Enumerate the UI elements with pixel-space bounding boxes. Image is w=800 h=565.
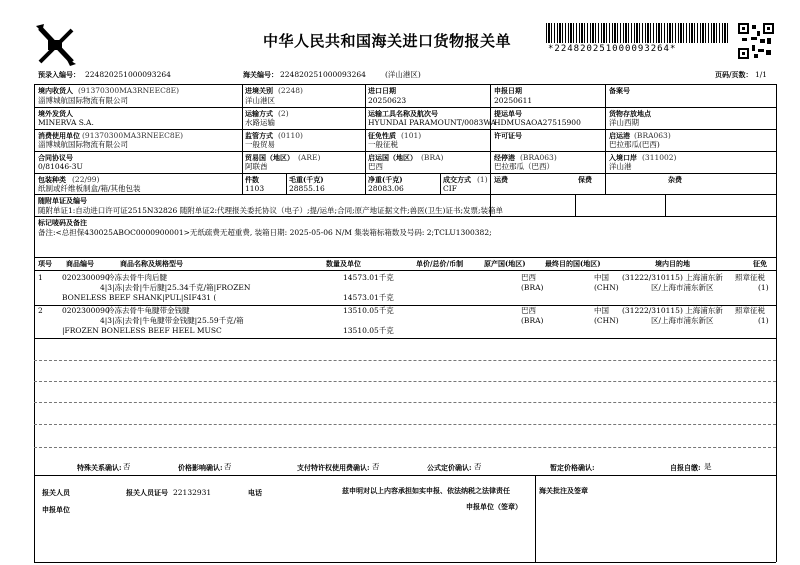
docs-text: 随附单证1:自动进口许可证2515N32826 随附单证2:代理报关委托协议（电子）;提/运单;合同;原产地证据文件;兽医(卫生)证书;发票;装箱单 bbox=[38, 206, 504, 215]
legal-statement: 兹申明对以上内容承担如实申报、依法纳税之法律责任 bbox=[342, 486, 510, 495]
package-code: (22/99) bbox=[72, 175, 100, 184]
item-origin-code: (BRA) bbox=[521, 283, 544, 292]
transport-mode-code: (2) bbox=[278, 109, 289, 118]
transport-mode-name: 水路运输 bbox=[245, 118, 275, 127]
preentry-number: 224820251000093264 bbox=[85, 70, 171, 79]
storage-label: 货物存放地点 bbox=[609, 109, 651, 118]
item-qty-1: 14573.01千克 bbox=[343, 273, 394, 282]
price-impact-value: 否 bbox=[224, 462, 232, 471]
item-no: 2 bbox=[38, 306, 43, 315]
net-weight: 28083.06 bbox=[368, 184, 404, 193]
provisional-price-label: 暂定价格确认: bbox=[550, 463, 595, 472]
supervision-code: (0110) bbox=[278, 131, 303, 140]
contract-number: 0/81046-3U bbox=[38, 162, 83, 171]
declare-date-label: 申报日期 bbox=[494, 86, 522, 95]
item-qty-1: 13510.05千克 bbox=[343, 306, 394, 315]
ship-country-code: (BRA) bbox=[421, 153, 444, 162]
marks-label: 标记唛码及备注 bbox=[38, 218, 87, 227]
col-qty: 数量及单位 bbox=[326, 259, 361, 268]
entry-port-label: 入境口岸 bbox=[609, 153, 637, 162]
item-spec-line2: |FROZEN BONELESS BEEF HEEL MUSC bbox=[62, 326, 222, 335]
item-no: 1 bbox=[38, 273, 43, 282]
vessel-name: HYUNDAI PARAMOUNT/0083WA bbox=[368, 118, 497, 127]
trade-country-code: (ARE) bbox=[298, 153, 321, 162]
formula-pricing-label: 公式定价确认: bbox=[427, 463, 472, 472]
vessel-label: 运输工具名称及航次号 bbox=[368, 109, 438, 118]
col-price: 单价/总价/币制 bbox=[416, 259, 464, 268]
cert-number-label: 报关人员证号 bbox=[126, 488, 168, 497]
item-district-1: (31222/310115) 上海浦东新 bbox=[622, 273, 723, 282]
special-relation-label: 特殊关系确认: bbox=[77, 463, 122, 472]
price-impact-label: 价格影响确认: bbox=[178, 463, 223, 472]
item-dest-code: (CHN) bbox=[594, 316, 619, 325]
deal-mode-label: 成交方式 bbox=[443, 175, 471, 184]
origin-port-label: 启运港 bbox=[609, 131, 630, 140]
package-name: 纸制或纤维板制盒/箱/其他包装 bbox=[38, 184, 141, 193]
user-label: 消费使用单位 bbox=[38, 131, 80, 140]
supervision-name: 一般贸易 bbox=[245, 140, 275, 149]
package-label: 包装种类 bbox=[38, 175, 66, 184]
barcode bbox=[546, 23, 730, 43]
entry-port-name: 洋山港 bbox=[609, 162, 632, 171]
port-note: (洋山港区) bbox=[385, 70, 421, 79]
supervision-label: 监管方式 bbox=[245, 131, 273, 140]
qr-code-icon bbox=[738, 23, 774, 59]
transport-mode-label: 运输方式 bbox=[245, 109, 273, 118]
unit-signature-label: 申报单位（签章） bbox=[466, 502, 522, 511]
item-levy-2: (1) bbox=[758, 316, 769, 325]
bl-label: 提运单号 bbox=[494, 109, 522, 118]
col-no: 项号 bbox=[38, 259, 52, 268]
trade-country-name: 阿联酋 bbox=[245, 162, 268, 171]
misc-label: 杂费 bbox=[668, 175, 682, 184]
storage-name: 洋山西期 bbox=[609, 118, 639, 127]
entry-customs-label: 进境关别 bbox=[245, 86, 273, 95]
self-pay-value: 是 bbox=[704, 462, 712, 471]
customs-remarks-label: 海关批注及签章 bbox=[539, 486, 588, 495]
levy-label: 征免性质 bbox=[368, 131, 396, 140]
item-code: 0202300090 bbox=[62, 273, 110, 282]
gross-weight-label: 毛重(千克) bbox=[289, 175, 324, 184]
origin-port-code: (BRA063) bbox=[634, 131, 671, 140]
declaring-unit-label: 申报单位 bbox=[42, 505, 70, 514]
barcode-text: *224820251000093264* bbox=[548, 44, 677, 54]
remarks-text: 备注:<总担保430025ABOC0000900001>无纸疏费无超重费, 装箱日期: 2025-05-06 N/M 集装箱标箱数及号码: 2;TCLU1300382; bbox=[38, 228, 492, 237]
item-spec-line1: 4|3|冻|去骨|牛后腱|25.34千克/箱|FROZEN bbox=[100, 283, 251, 292]
deal-mode-name: CIF bbox=[443, 184, 457, 193]
entry-port-code: (311002) bbox=[642, 153, 677, 162]
item-levy-1: 照章征税 bbox=[735, 306, 765, 315]
page-label: 页码/页数： bbox=[715, 70, 753, 79]
customs-number: 224820251000093264 bbox=[280, 70, 366, 79]
consignee-name: 淄博城航国际物流有限公司 bbox=[38, 96, 128, 105]
net-weight-label: 净重(千克) bbox=[368, 175, 403, 184]
customs-emblem-icon bbox=[32, 22, 78, 68]
royalty-label: 支付特许权使用费确认: bbox=[297, 463, 370, 472]
ship-country-label: 启运国（地区） bbox=[368, 153, 417, 162]
item-dest: 中国 bbox=[594, 273, 609, 282]
col-district: 境内目的地 bbox=[655, 259, 690, 268]
bl-number: HDMUSAOA27515900 bbox=[494, 118, 581, 127]
item-origin: 巴西 bbox=[521, 306, 536, 315]
declarant-label: 报关人员 bbox=[42, 488, 70, 497]
item-qty-2: 13510.05千克 bbox=[343, 326, 394, 335]
item-code: 0202300090 bbox=[62, 306, 110, 315]
origin-port-name: 巴拉那瓜(巴西) bbox=[609, 140, 660, 149]
entry-customs-code: (2248) bbox=[278, 86, 303, 95]
import-date-label: 进口日期 bbox=[368, 86, 396, 95]
gross-weight: 28855.16 bbox=[289, 184, 325, 193]
item-dest-code: (CHN) bbox=[594, 283, 619, 292]
document-title: 中华人民共和国海关进口货物报关单 bbox=[263, 32, 512, 50]
item-district-1: (31222/310115) 上海浦东新 bbox=[622, 306, 723, 315]
shipper-name: MINERVA S.A. bbox=[38, 118, 94, 127]
declare-date: 20250611 bbox=[494, 96, 533, 105]
customs-number-label: 海关编号： bbox=[243, 70, 278, 79]
import-date: 20250623 bbox=[368, 96, 407, 105]
royalty-value: 否 bbox=[372, 462, 380, 471]
shipper-label: 境外发货人 bbox=[38, 109, 73, 118]
transit-port-name: 巴拉那瓜（巴西） bbox=[494, 162, 554, 171]
entry-customs-name: 洋山港区 bbox=[245, 96, 275, 105]
user-name: 淄博城航国际物流有限公司 bbox=[38, 140, 128, 149]
col-code: 商品编号 bbox=[66, 259, 94, 268]
item-name: 冷冻去骨牛龟腱带金钱腱 bbox=[107, 306, 190, 315]
transit-port-label: 经停港 bbox=[494, 153, 515, 162]
consignee-code: (91370300MA3RNEEC8E) bbox=[78, 86, 180, 95]
freight-label: 运费 bbox=[494, 175, 508, 184]
item-spec-line2: BONELESS BEEF SHANK|PUL|SIF431 ( bbox=[62, 293, 217, 302]
deal-mode-code: (1) bbox=[477, 175, 488, 184]
license-label: 许可证号 bbox=[494, 131, 522, 140]
preentry-number-label: 预录入编号： bbox=[38, 70, 80, 79]
special-relation-value: 否 bbox=[123, 462, 131, 471]
item-district-2: 区/上海市浦东新区 bbox=[651, 283, 714, 292]
item-district-2: 区/上海市浦东新区 bbox=[651, 316, 714, 325]
contract-label: 合同协议号 bbox=[38, 153, 73, 162]
record-no-label: 备案号 bbox=[609, 86, 630, 95]
self-pay-label: 自报自缴: bbox=[670, 463, 701, 472]
formula-pricing-value: 否 bbox=[474, 462, 482, 471]
docs-label: 随附单证及编号 bbox=[38, 196, 87, 205]
trade-country-label: 贸易国（地区） bbox=[245, 153, 294, 162]
col-dest: 最终目的国(地区) bbox=[545, 259, 601, 268]
item-origin-code: (BRA) bbox=[521, 316, 544, 325]
insurance-label: 保费 bbox=[578, 175, 592, 184]
page-value: 1/1 bbox=[755, 70, 768, 79]
transit-port-code: (BRA063) bbox=[520, 153, 557, 162]
user-code: (91370300MA3RNEEC8E) bbox=[82, 131, 184, 140]
ship-country-name: 巴西 bbox=[368, 162, 383, 171]
pieces-label: 件数 bbox=[245, 175, 259, 184]
item-origin: 巴西 bbox=[521, 273, 536, 282]
phone-label: 电话 bbox=[248, 488, 262, 497]
item-dest: 中国 bbox=[594, 306, 609, 315]
col-name: 商品名称及规格型号 bbox=[120, 259, 183, 268]
levy-code: (101) bbox=[401, 131, 422, 140]
item-qty-2: 14573.01千克 bbox=[343, 293, 394, 302]
col-levy: 征免 bbox=[753, 259, 767, 268]
item-levy-2: (1) bbox=[758, 283, 769, 292]
consignee-label: 境内收货人 bbox=[38, 86, 73, 95]
pieces: 1103 bbox=[245, 184, 265, 193]
cert-number: 22132931 bbox=[173, 488, 212, 497]
item-name: 冷冻去骨牛肉后腱 bbox=[107, 273, 167, 282]
col-origin: 原产国(地区) bbox=[484, 259, 526, 268]
item-spec-line1: 4|3|冻|去骨|牛龟腱带金钱腱|25.59千克/箱 bbox=[100, 316, 244, 325]
item-levy-1: 照章征税 bbox=[735, 273, 765, 282]
levy-name: 一般征税 bbox=[368, 140, 398, 149]
